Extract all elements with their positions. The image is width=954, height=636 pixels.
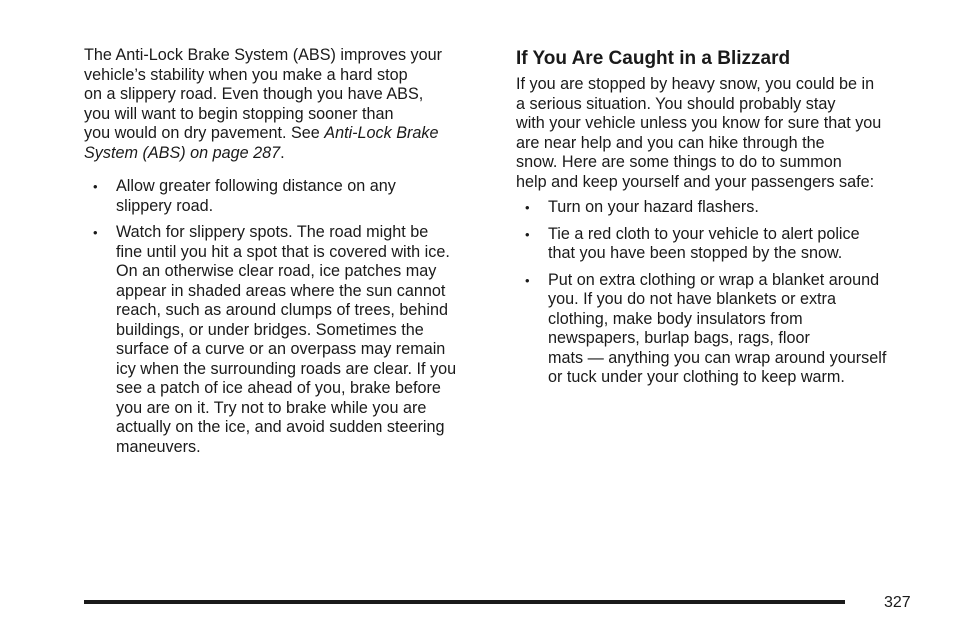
list-item-text: Tie a red cloth to your vehicle to alert police that you have been stopped by the snow. (548, 224, 860, 262)
section-heading: If You Are Caught in a Blizzard (516, 48, 791, 69)
list-item-text: Turn on your hazard flashers. (548, 198, 759, 216)
footer-divider (84, 600, 845, 604)
bullet-icon: • (525, 200, 530, 215)
list-item (516, 225, 924, 264)
list-item (516, 198, 924, 218)
bullet-icon: • (525, 272, 530, 288)
abs-intro-paragraph (84, 46, 486, 163)
right-column (516, 46, 924, 395)
list-item-text: Watch for slippery spots. The road might be fine until you hit a spot that is covered with ice. On an otherwise clear road, ice patches may appear in shaded areas where the sun cannot reach, such as around clumps of trees, behind buildings, or under bridges. Sometimes the surface of a curve or an overpass may remain icy when the surrounding roads are clear. If you see a patch of ice ahead of you, brake before you are on it. Try not to brake while you are actually on the ice, and avoid sudden steering maneuvers. (116, 223, 457, 456)
page-number: 327 (884, 594, 911, 611)
abs-intro-end: . (280, 143, 285, 162)
list-item (84, 177, 486, 216)
list-item (516, 271, 924, 388)
abs-intro-text: The Anti-Lock Brake System (ABS) improves your vehicle’s stability when you make a hard stop on a slippery road. Even though you have ABS, you will want to begin stopping sooner than you would on dry pavement. See (84, 46, 443, 142)
abs-page-reference: Anti-Lock Brake System (ABS) on page 287 (84, 124, 439, 162)
bullet-icon: • (93, 225, 98, 240)
left-column (84, 46, 486, 464)
list-item-text: Allow greater following distance on any slippery road. (116, 177, 396, 215)
abs-bullet-list (84, 177, 486, 457)
list-item-text: Put on extra clothing or wrap a blanket around you. If you do not have blankets or extra clothing, make body insulators from newspapers, burlap bags, rags, floor mats — anything you can wrap around yourself or tuck under your clothing to keep warm. (548, 270, 887, 386)
bullet-icon: • (525, 226, 530, 242)
blizzard-intro-paragraph: If you are stopped by heavy snow, you could be in a serious situation. You should probably stay with your vehicle unless you know for sure that you are near help and you can hike through the snow. Here are some things to do to summon help and keep yourself and your passengers safe: (516, 75, 882, 191)
list-item (84, 223, 486, 457)
bullet-icon: • (93, 179, 98, 194)
blizzard-bullet-list (516, 198, 924, 388)
